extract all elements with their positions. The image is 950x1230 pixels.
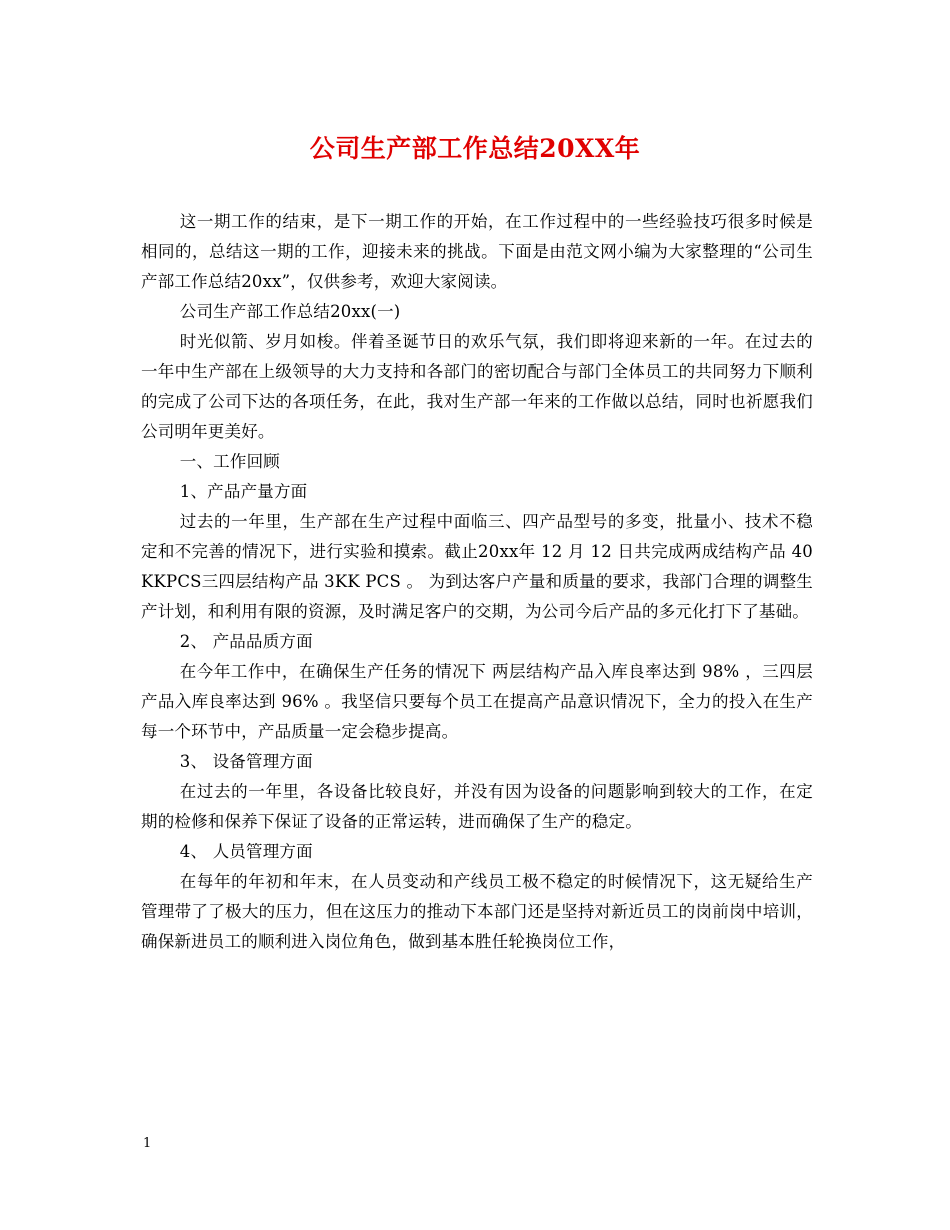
intro-paragraph: 这一期工作的结束，是下一期工作的开始，在工作过程中的一些经验技巧很多时候是相同的，总结这一期的工作，迎接未来的挑战。下面是由范文网小编为大家整理的“公司生产部工作总结20xx”，仅供参考，欢迎大家阅读。 [141,212,813,291]
heading-work-review: 一、工作回顾 [179,452,280,471]
section-heading-part-one: 公司生产部工作总结20xx(一) [179,302,401,321]
heading-product-output: 1、产品产量方面 [179,482,308,501]
document-body [141,207,813,957]
heading-product-quality: 2、 产品品质方面 [179,632,313,651]
document-title: 公司生产部工作总结20XX年 [309,134,641,163]
heading-staff-management: 4、 人员管理方面 [179,842,313,861]
product-output-paragraph: 过去的一年里，生产部在生产过程中面临三、四产品型号的多变，批量小、技术不稳定和不完善的情况下，进行实验和摸索。截止20xx年 12 月 12 日共完成两成结构产品 40KKPCS三四层结构产品 3KK PCS 。 为到达客户产量和质量的要求，我部门合理的调整生产计划，和利用有限的资源，及时满足客户的交期，为公司今后产品的多元化打下了基础。 [141,512,813,621]
staff-management-paragraph: 在每年的年初和年末，在人员变动和产线员工极不稳定的时候情况下，这无疑给生产管理带了了极大的压力，但在这压力的推动下本部门还是坚持对新近员工的岗前岗中培训，确保新进员工的顺利进入岗位角色，做到基本胜任轮换岗位工作， [141,872,813,951]
opening-paragraph: 时光似箭、岁月如梭。伴着圣诞节日的欢乐气氛，我们即将迎来新的一年。在过去的一年中生产部在上级领导的大力支持和各部门的密切配合与部门全体员工的共同努力下顺利的完成了公司下达的各项任务，在此，我对生产部一年来的工作做以总结，同时也祈愿我们公司明年更美好。 [141,332,813,441]
equipment-management-paragraph: 在过去的一年里，各设备比较良好，并没有因为设备的问题影响到较大的工作，在定期的检修和保养下保证了设备的正常运转，进而确保了生产的稳定。 [141,782,813,831]
heading-equipment-management: 3、 设备管理方面 [179,752,313,771]
page-number: 1 [143,1136,152,1151]
product-quality-paragraph: 在今年工作中，在确保生产任务的情况下 两层结构产品入库良率达到 98% ，三四层产品入库良率达到 96% 。我坚信只要每个员工在提高产品意识情况下，全力的投入在生产每一个环节中，产品质量一定会稳步提高。 [141,662,813,741]
